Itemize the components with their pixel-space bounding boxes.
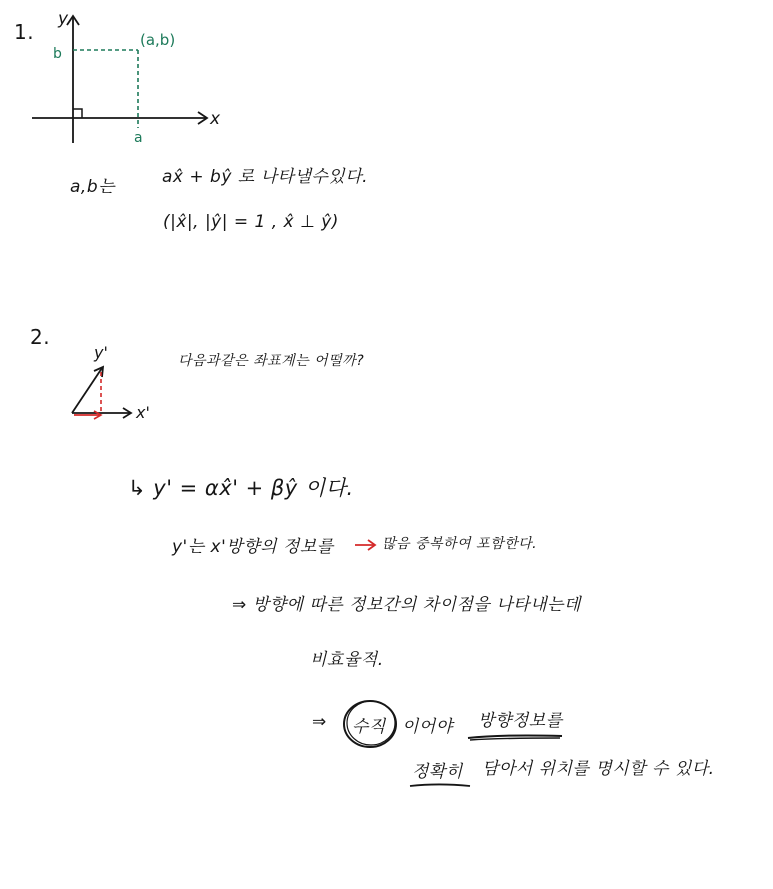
underline-1 bbox=[466, 731, 566, 743]
point3-underlined: 방향정보를 bbox=[478, 711, 563, 731]
oblique-axes-diagram bbox=[60, 340, 170, 430]
line1-prefix: a,b는 bbox=[70, 177, 116, 197]
point2-text: ⇒ 방향에 따른 정보간의 차이점을 나타내는데 bbox=[232, 595, 581, 615]
circle-mark bbox=[340, 697, 402, 751]
line2-conditions: (|x̂|, |ŷ| = 1 , x̂ ⊥ ŷ) bbox=[163, 212, 339, 232]
x-prime-label: x' bbox=[136, 403, 150, 422]
x-axis-label: x bbox=[210, 109, 221, 129]
point2-continuation: 비효율적. bbox=[310, 650, 384, 670]
a-tick-label: a bbox=[134, 130, 143, 146]
point4-rest: 담아서 위치를 명시할 수 있다. bbox=[482, 759, 715, 779]
right-angle-mark bbox=[73, 109, 82, 118]
point3-circled-word: 수직 bbox=[352, 717, 386, 737]
line1-expression: ax̂ + bŷ 로 나타낼수있다. bbox=[162, 167, 369, 187]
question-text: 다음과같은 좌표계는 어떨까? bbox=[178, 353, 365, 369]
underline-2 bbox=[408, 780, 474, 792]
y-prime-label: y' bbox=[94, 343, 108, 362]
y-axis-label: y bbox=[58, 9, 69, 29]
section-1-number: 1. bbox=[14, 20, 35, 44]
answer-equation: ↳ y' = αx̂' + βŷ 이다. bbox=[128, 476, 354, 500]
y-prime-axis bbox=[72, 368, 102, 413]
b-tick-label: b bbox=[53, 46, 62, 62]
section-2-number: 2. bbox=[30, 325, 51, 349]
point1-left: y'는 x'방향의 정보를 bbox=[172, 537, 334, 557]
red-arrow bbox=[354, 539, 378, 551]
point3-middle: 이어야 bbox=[402, 717, 453, 737]
point-label: (a,b) bbox=[140, 31, 176, 49]
point4-underlined: 정확히 bbox=[412, 762, 463, 782]
coordinate-graph bbox=[20, 5, 250, 155]
point1-right: 많음 중복하여 포함한다. bbox=[382, 536, 538, 552]
point3-prefix: ⇒ bbox=[312, 712, 327, 732]
